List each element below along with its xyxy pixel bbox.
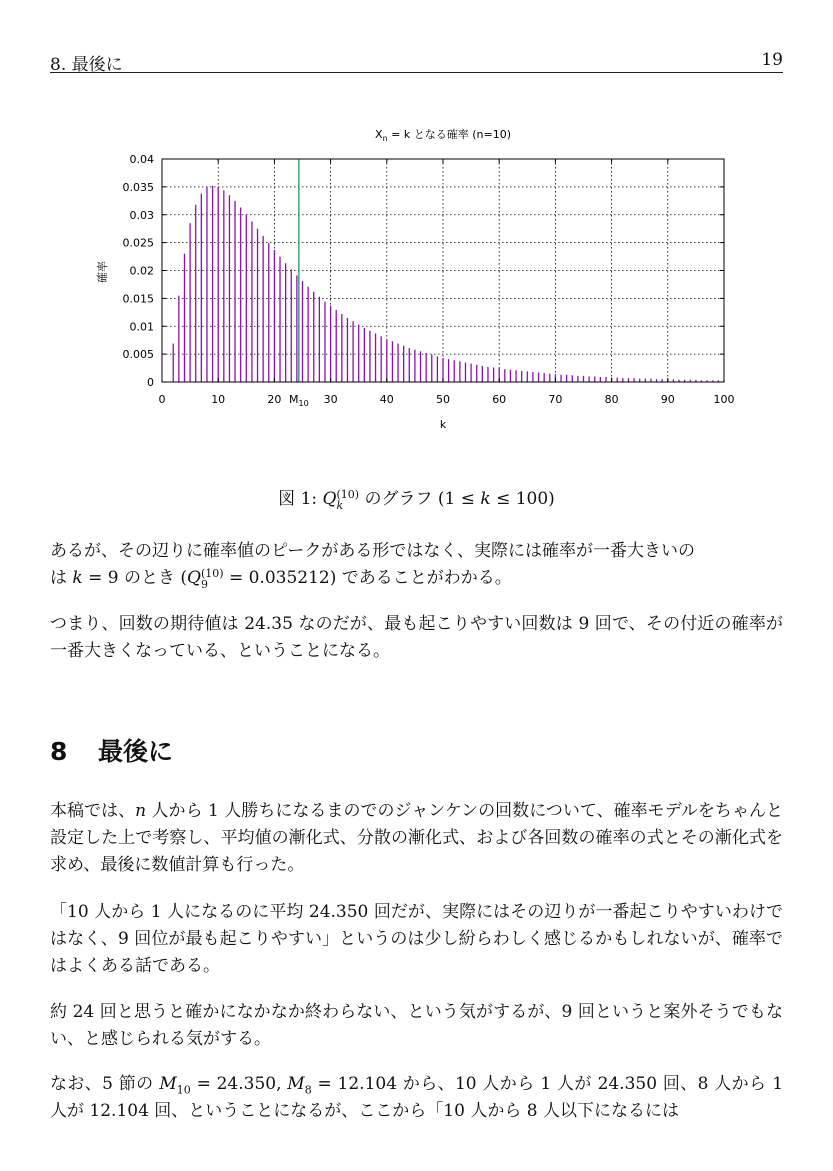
paragraph-peak-probability: あるが、その辺りに確率値のピークがある形ではなく、実際には確率が一番大きいの は k = 9 のとき (Q(10) 9 = 0.035212) であることがわかる。 xyxy=(50,541,695,591)
x-axis-label: k xyxy=(439,418,447,431)
y-tick-label: 0.025 xyxy=(122,236,154,250)
x-tick-label: 20 xyxy=(267,393,282,406)
x-tick-label: 70 xyxy=(548,393,563,406)
y-axis-label: 確率 xyxy=(96,261,109,283)
x-tick-label: 100 xyxy=(713,393,735,406)
header-page-number: 19 xyxy=(761,50,783,70)
x-tick-label: 40 xyxy=(379,393,394,406)
x-tick-label: 80 xyxy=(604,393,619,406)
paragraph-closing: なお、5 節の $M_{10} = 24.350$, $M_8 = 12.104$ から、10 人から 1 人が 24.350 回、8 人から 1 人が 12.104 回、ということになるが、ここから「10 人から 8 人以下になるには xyxy=(50,1074,784,1121)
paragraph-impression: 約 24 回と思うと確かになかなか終わらない、という気がするが、9 回というと案外そうでもない、と感じられる気がする。 xyxy=(50,1002,783,1049)
y-tick-label: 0.04 xyxy=(129,153,154,166)
y-tick-label: 0.015 xyxy=(122,292,154,306)
paragraph-summary: 本稿では、n 人から 1 人勝ちになるまのでのジャンケンの回数について、確率モデルをちゃんと設定した上で考察し、平均値の漸化式、分散の漸化式、および各回数の確率の式とその漸化式を求め、最後に数値計算も行った。 xyxy=(50,801,784,875)
header-section-title: 8. 最後に xyxy=(50,55,123,75)
section-heading: 8 最後に xyxy=(50,737,174,766)
y-tick-label: 0.02 xyxy=(129,264,154,278)
probability-chart xyxy=(80,120,760,440)
running-header xyxy=(50,48,783,73)
x-tick-label: 60 xyxy=(492,393,507,406)
y-tick-label: 0.03 xyxy=(129,208,154,222)
chart-title: $X_n = k$ となる確率 (n=10) xyxy=(375,128,511,143)
paragraph-expected-value: つまり、回数の期待値は 24.35 なのだが、最も起こりやすい回数は 9 回で、その付近の確率が一番大きくなっている、ということになる。 xyxy=(50,614,783,661)
mean-marker-label: $M_{10}$ xyxy=(289,393,309,408)
x-tick-label: 10 xyxy=(211,393,226,406)
y-tick-label: 0.005 xyxy=(122,348,154,362)
x-tick-label: 90 xyxy=(660,393,675,406)
y-tick-label: 0 xyxy=(147,376,154,389)
y-tick-label: 0.01 xyxy=(129,320,154,334)
figure-caption: 図 1: Q(10) k のグラフ (1 ≤ k ≤ 100) xyxy=(278,487,555,512)
x-tick-label: 30 xyxy=(323,393,338,406)
paragraph-quote: 「10 人から 1 人になるのに平均 24.350 回だが、実際にはその辺りが一番起こりやすいわけではなく、9 回位が最も起こりやすい」というのは少し紛らわしく感じるかもしれないが、確率ではよくある話である。 xyxy=(50,902,783,976)
x-tick-label: 50 xyxy=(436,393,450,406)
x-tick-label: 0 xyxy=(158,393,166,406)
y-tick-label: 0.035 xyxy=(122,180,154,194)
